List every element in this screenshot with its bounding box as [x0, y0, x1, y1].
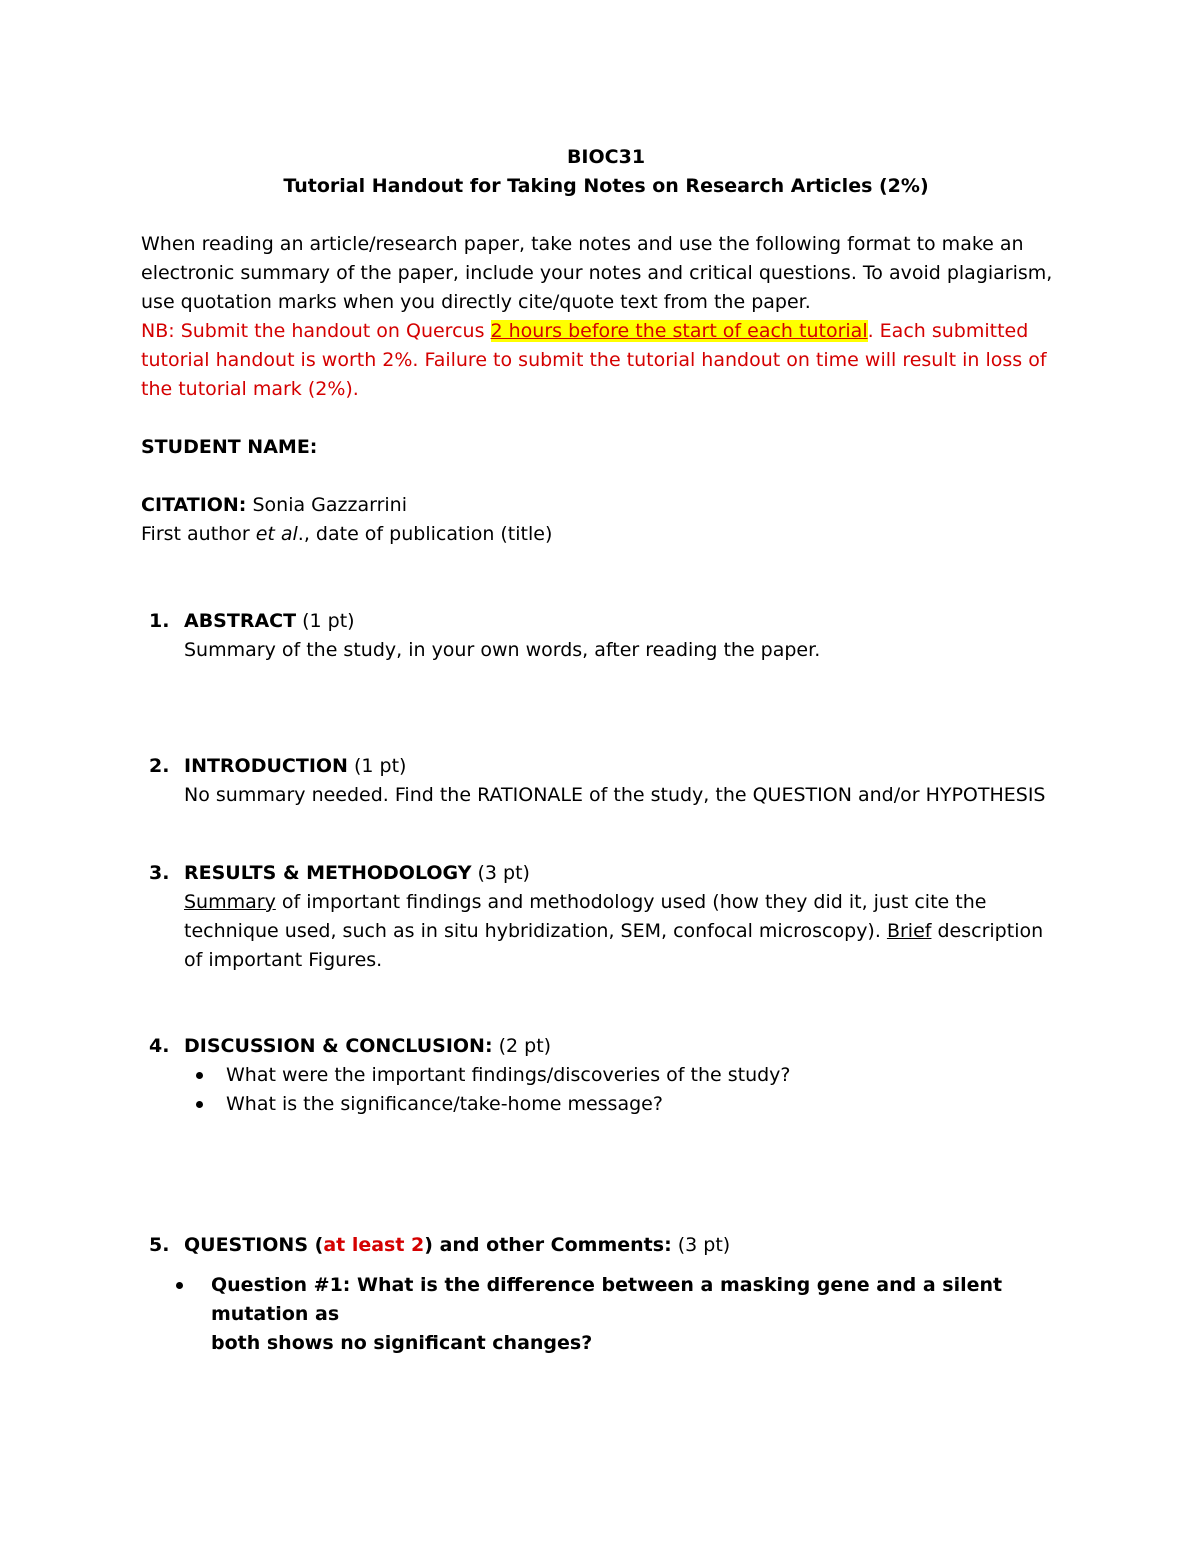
underlined-summary: Summary — [184, 891, 276, 913]
section-title: RESULTS & METHODOLOGY — [184, 862, 472, 884]
section-points: (1 pt) — [296, 610, 355, 632]
section-heading — [184, 607, 1071, 636]
document-page — [141, 143, 1071, 1358]
section-heading — [184, 859, 1071, 888]
section-title-emphasis: at least 2 — [323, 1234, 425, 1256]
bullet-text: What is the significance/take-home message? — [226, 1093, 663, 1115]
intro-line-3: use quotation marks when you directly cite/quote text from the paper. — [141, 291, 811, 313]
citation-line — [141, 491, 1071, 520]
bullet-item — [184, 1061, 1071, 1090]
section-title-end: ) and other Comments: — [424, 1234, 672, 1256]
section-points: (3 pt) — [671, 1234, 731, 1256]
citation-format — [141, 520, 1071, 549]
section-number: 2. — [149, 755, 170, 777]
section-text-line-1 — [184, 888, 1071, 917]
text-run: technique used, such as in situ hybridization, SEM, confocal microscopy). — [184, 920, 887, 942]
handout-title: Tutorial Handout for Taking Notes on Research Articles (2%) — [283, 175, 929, 197]
section-text: Summary of the study, in your own words, after reading the paper. — [184, 639, 821, 661]
student-name-label: STUDENT NAME: — [141, 436, 318, 458]
section-points: (2 pt) — [492, 1035, 552, 1057]
course-code: BIOC31 — [566, 146, 646, 168]
section-abstract — [141, 607, 1071, 665]
section-introduction — [141, 752, 1071, 810]
citation-format-italic: et al — [255, 523, 298, 545]
section-text-line-2 — [184, 917, 1071, 946]
citation-label: CITATION: — [141, 494, 247, 516]
section-number: 5. — [149, 1234, 170, 1256]
bullet-text: What were the important findings/discoveries of the study? — [226, 1064, 791, 1086]
underlined-brief: Brief — [886, 920, 932, 942]
bullet-dot-icon — [176, 1282, 183, 1289]
section-points: (1 pt) — [347, 755, 407, 777]
nb-deadline-highlight: 2 hours before the start of each tutorial — [490, 320, 868, 342]
text-run: description — [931, 920, 1044, 942]
section-number: 1. — [149, 610, 170, 632]
section-text-line-3: of important Figures. — [184, 949, 383, 971]
section-discussion — [141, 1032, 1071, 1119]
citation-format-suffix: ., date of publication (title) — [297, 523, 553, 545]
citation-value: Sonia Gazzarrini — [246, 494, 407, 516]
nb-line-1 — [141, 317, 1071, 346]
section-text: No summary needed. Find the RATIONALE of the study, the QUESTION and/or HYPOTHESIS — [184, 784, 1046, 806]
question-1 — [141, 1271, 1071, 1358]
section-number: 4. — [149, 1035, 170, 1057]
bullet-item — [184, 1090, 1071, 1119]
question-1-line-1: Question #1: What is the difference between a masking gene and a silent mutation as — [211, 1274, 1003, 1325]
intro-line-1: When reading an article/research paper, take notes and use the following format to make an — [141, 233, 1024, 255]
section-heading — [184, 752, 1071, 781]
nb-line-2: tutorial handout is worth 2%. Failure to submit the tutorial handout on time will result in loss of — [141, 349, 1047, 371]
bullet-dot-icon — [196, 1101, 203, 1108]
bullet-dot-icon — [196, 1072, 203, 1079]
intro-line-2: electronic summary of the paper, include your notes and critical questions. To avoid plagiarism, — [141, 262, 1053, 284]
section-points: (3 pt) — [471, 862, 530, 884]
section-title: INTRODUCTION — [184, 755, 348, 777]
nb-suffix: . Each submitted — [867, 320, 1029, 342]
section-number: 3. — [149, 862, 170, 884]
section-title: ABSTRACT — [184, 610, 297, 632]
question-1-line-2: both shows no significant changes? — [211, 1332, 593, 1354]
nb-prefix: NB: Submit the handout on Quercus — [141, 320, 491, 342]
section-title: DISCUSSION & CONCLUSION: — [184, 1035, 493, 1057]
section-heading — [184, 1231, 1071, 1260]
section-results-methodology — [141, 859, 1071, 975]
nb-line-3: the tutorial mark (2%). — [141, 378, 359, 400]
citation-format-prefix: First author — [141, 523, 256, 545]
text-run: of important findings and methodology used (how they did it, just cite the — [275, 891, 987, 913]
section-title-start: QUESTIONS ( — [184, 1234, 324, 1256]
section-questions — [141, 1231, 1071, 1260]
section-heading — [184, 1032, 1071, 1061]
